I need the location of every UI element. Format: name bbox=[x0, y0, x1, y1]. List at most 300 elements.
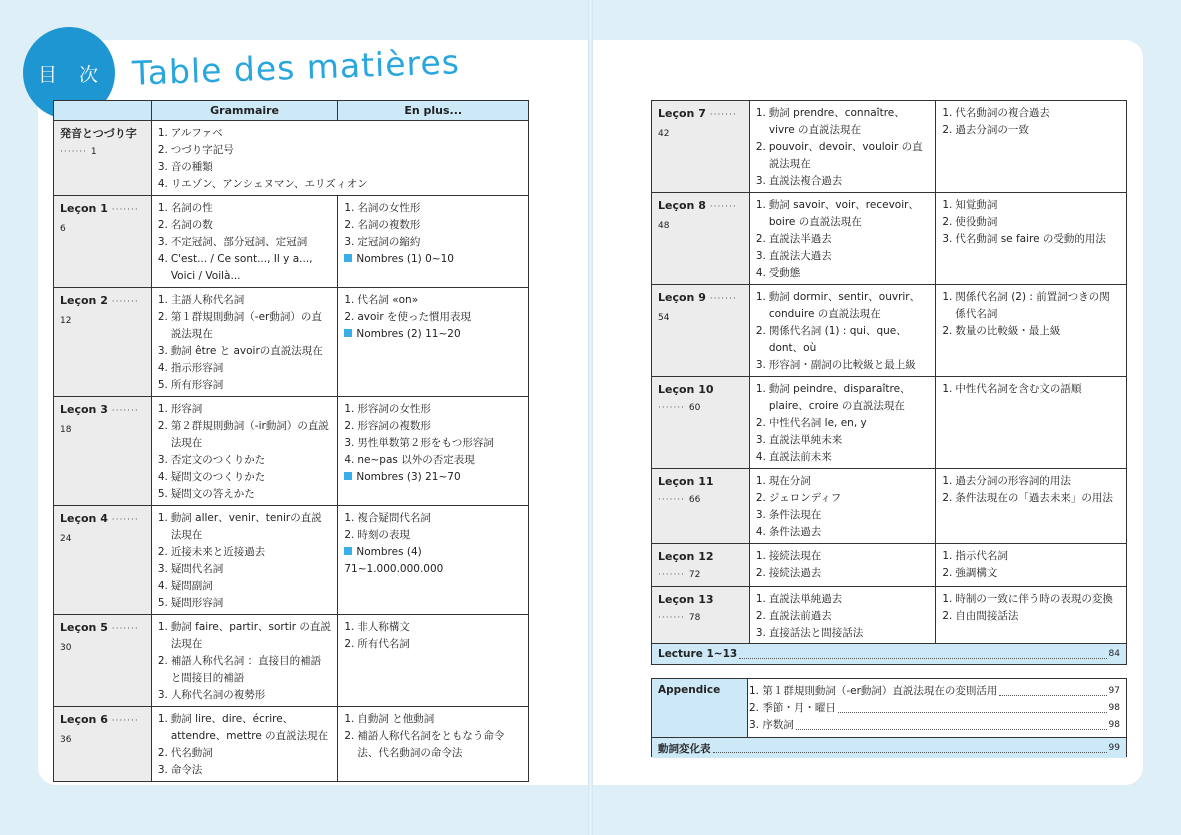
list-item: 2. 条件法現在の「過去未来」の用法 bbox=[942, 490, 1120, 507]
grammar-cell bbox=[151, 707, 338, 782]
item-number: 3. bbox=[755, 509, 766, 521]
lesson-page: 30 bbox=[60, 643, 72, 653]
list-item: 3. 直接話法と間接話法 bbox=[756, 625, 930, 642]
item-number: 1. bbox=[755, 593, 766, 605]
lesson-cell[interactable] bbox=[652, 101, 750, 193]
grammar-list bbox=[158, 711, 332, 779]
grammar-cell bbox=[151, 397, 338, 506]
grammar-list bbox=[158, 292, 332, 394]
item-number: 2. bbox=[157, 747, 168, 759]
lesson-row bbox=[652, 587, 1127, 645]
lesson-page: 42 bbox=[658, 129, 670, 139]
list-item: 1. 動詞 aller、venir、tenirの直説法現在 bbox=[157, 512, 322, 541]
list-item: Nombres (3) 21~70 bbox=[344, 469, 522, 486]
lesson-name: Leçon 4 bbox=[60, 512, 108, 525]
verb-table-label: 動詞変化表 bbox=[658, 742, 711, 755]
dot-leader: ······· bbox=[709, 202, 737, 212]
extra-list bbox=[344, 619, 522, 653]
grammar-list bbox=[158, 200, 332, 285]
lesson-name: Leçon 7 bbox=[658, 107, 706, 120]
item-number: 2. bbox=[157, 420, 168, 432]
item-number: 1. bbox=[157, 127, 168, 139]
list-item: 2. 名詞の複数形 bbox=[344, 217, 522, 234]
lesson-row bbox=[54, 121, 529, 196]
item-number: 4. bbox=[157, 253, 168, 265]
grammar-list bbox=[158, 125, 522, 193]
list-item: 4. 指示形容詞 bbox=[158, 360, 332, 377]
lesson-cell[interactable] bbox=[54, 506, 152, 615]
dot-leader: ······· bbox=[658, 613, 686, 623]
item-number: 1. bbox=[942, 593, 953, 605]
lesson-page: 6 bbox=[60, 224, 66, 234]
lesson-cell[interactable] bbox=[652, 285, 750, 377]
toc-table-right bbox=[651, 100, 1127, 645]
lesson-cell[interactable] bbox=[652, 377, 750, 469]
lesson-page: 36 bbox=[60, 735, 72, 745]
grammar-cell bbox=[151, 196, 338, 288]
lesson-cell[interactable] bbox=[54, 196, 152, 288]
item-number: 2. bbox=[344, 730, 355, 742]
list-item: 2. 補語人称代名詞をともなう命令法、代名動詞の命令法 bbox=[344, 730, 505, 759]
lesson-row bbox=[652, 544, 1127, 587]
item-number: 1. bbox=[755, 475, 766, 487]
appendice-item[interactable] bbox=[749, 683, 1120, 700]
list-item: 3. 男性単数第２形をもつ形容詞 bbox=[344, 435, 522, 452]
extra-list bbox=[344, 292, 522, 343]
dot-leader bbox=[739, 650, 1106, 659]
list-item: 4. 直説法前未来 bbox=[756, 449, 930, 466]
item-number: 4. bbox=[755, 526, 766, 538]
list-item: 1. 動詞 peindre、disparaître、plaire、croire の直説法現在 bbox=[755, 383, 911, 412]
grammar-cell bbox=[749, 469, 936, 544]
list-item: 2. 強調構文 bbox=[942, 565, 1120, 582]
appendice-item[interactable] bbox=[749, 700, 1120, 717]
item-number: 2. bbox=[755, 417, 766, 429]
list-item: 2. avoir を使った慣用表現 bbox=[344, 309, 522, 326]
extra-cell bbox=[936, 101, 1127, 193]
list-item: 5. 所有形容詞 bbox=[158, 377, 332, 394]
grammar-cell bbox=[749, 193, 936, 285]
item-number: 1. bbox=[942, 383, 953, 395]
item-number: 2. bbox=[344, 420, 355, 432]
grammar-list bbox=[756, 591, 930, 642]
item-number: 4. bbox=[157, 580, 168, 592]
list-item: 1. 過去分詞の形容詞的用法 bbox=[942, 473, 1120, 490]
lesson-name: Leçon 3 bbox=[60, 403, 108, 416]
lesson-row bbox=[652, 377, 1127, 469]
lesson-row bbox=[54, 288, 529, 397]
lesson-name: Leçon 8 bbox=[658, 199, 706, 212]
item-number: 1. bbox=[344, 403, 355, 415]
item-number: 3. bbox=[942, 233, 953, 245]
item-number: 2. bbox=[755, 492, 766, 504]
extra-list bbox=[942, 197, 1120, 248]
appendice-label: Appendice bbox=[652, 679, 748, 737]
grammar-cell bbox=[749, 377, 936, 469]
lesson-page: 48 bbox=[658, 221, 670, 231]
list-item: 2. 代名動詞 bbox=[158, 745, 332, 762]
grammar-cell bbox=[749, 544, 936, 587]
lesson-name: Leçon 12 bbox=[658, 550, 714, 563]
item-number: 1. bbox=[755, 107, 766, 119]
dot-leader: ······· bbox=[111, 624, 139, 634]
corner-header-cell bbox=[54, 101, 152, 121]
extra-list bbox=[344, 200, 522, 268]
list-item: 2. 自由間接話法 bbox=[942, 608, 1120, 625]
item-number: 1. bbox=[157, 512, 168, 524]
toc-left-body bbox=[54, 121, 529, 782]
list-item: 5. 疑問文の答えかた bbox=[158, 486, 332, 503]
item-number: 3. bbox=[157, 689, 168, 701]
item-number: 4. bbox=[157, 471, 168, 483]
extra-column-header: En plus... bbox=[338, 101, 529, 121]
appendice-item-text: 3. 序数詞 bbox=[749, 719, 794, 731]
list-item: 1. 名詞の女性形 bbox=[344, 200, 522, 217]
list-item: 2. 中性代名詞 le, en, y bbox=[756, 415, 930, 432]
list-item: 1. 代名詞 «on» bbox=[344, 292, 522, 309]
list-item: 1. 動詞 savoir、voir、recevoir、boire の直説法現在 bbox=[755, 199, 919, 228]
lesson-cell[interactable] bbox=[652, 469, 750, 544]
lesson-cell[interactable] bbox=[652, 587, 750, 645]
extra-cell bbox=[338, 615, 529, 707]
lesson-name: 発音とつづり字 bbox=[60, 127, 137, 140]
lesson-cell[interactable] bbox=[652, 193, 750, 285]
item-number: 2. bbox=[942, 492, 953, 504]
lesson-page: 60 bbox=[688, 403, 701, 413]
extra-cell bbox=[338, 397, 529, 506]
grammar-cell bbox=[151, 506, 338, 615]
grammar-list bbox=[158, 619, 332, 704]
item-number: 2. bbox=[942, 124, 953, 136]
lesson-row bbox=[54, 615, 529, 707]
list-item: 1. 時制の一致に伴う時の表現の変換 bbox=[942, 591, 1120, 608]
appendice-item-text: 2. 季節・月・曜日 bbox=[749, 702, 836, 714]
toc-badge: 目 次 bbox=[23, 27, 115, 119]
item-number: 4. bbox=[755, 267, 766, 279]
list-item: 1. 接続法現在 bbox=[756, 548, 930, 565]
appendice-item-text: 1. 第１群規則動詞（-er動詞）直説法現在の変則活用 bbox=[749, 685, 998, 697]
item-number: 3. bbox=[755, 250, 766, 262]
grammar-cell bbox=[749, 587, 936, 645]
item-number: 3. bbox=[755, 175, 766, 187]
extra-cell bbox=[338, 506, 529, 615]
list-item: 2. 直説法前過去 bbox=[756, 608, 930, 625]
lesson-cell[interactable] bbox=[54, 121, 152, 196]
list-item: 2. つづり字記号 bbox=[158, 142, 522, 159]
grammar-cell bbox=[151, 121, 528, 196]
dot-leader bbox=[838, 704, 1107, 713]
dot-leader: ······· bbox=[111, 406, 139, 416]
list-item: 3. 形容詞・副詞の比較級と最上級 bbox=[756, 357, 930, 374]
item-number: 3. bbox=[157, 563, 168, 575]
grammar-cell bbox=[151, 615, 338, 707]
item-number: 1. bbox=[157, 621, 168, 633]
list-item: 2. 第２群規則動詞（-ir動詞）の直説法現在 bbox=[157, 420, 329, 449]
lesson-row bbox=[54, 506, 529, 615]
lesson-name: Leçon 1 bbox=[60, 202, 108, 215]
extra-cell bbox=[936, 544, 1127, 587]
lesson-row bbox=[652, 285, 1127, 377]
appendice-box bbox=[651, 678, 1127, 757]
dot-leader: ······· bbox=[111, 716, 139, 726]
list-item: 2. 第１群規則動詞（-er動詞）の直説法現在 bbox=[157, 311, 322, 340]
dot-leader bbox=[713, 744, 1107, 753]
extra-list bbox=[942, 105, 1120, 139]
item-number: 1. bbox=[942, 107, 953, 119]
list-item: 1. 動詞 lire、dire、écrire、attendre、mettre の直説法現在 bbox=[157, 713, 329, 742]
list-item: 4. ne~pas 以外の否定表現 bbox=[344, 452, 522, 469]
grammar-list bbox=[756, 197, 930, 282]
list-item: 1. アルファベ bbox=[158, 125, 522, 142]
grammar-list bbox=[756, 289, 930, 374]
extra-list bbox=[942, 548, 1120, 582]
item-number: 3. bbox=[157, 454, 168, 466]
item-number: 2. bbox=[755, 567, 766, 579]
item-number: 1. bbox=[755, 550, 766, 562]
item-number: 3. bbox=[755, 359, 766, 371]
list-item: 2. 形容詞の複数形 bbox=[344, 418, 522, 435]
square-bullet-icon bbox=[344, 254, 352, 262]
extra-list bbox=[942, 473, 1120, 507]
lesson-row bbox=[54, 196, 529, 288]
dot-leader: ······· bbox=[658, 495, 686, 505]
item-number: 1. bbox=[157, 713, 168, 725]
item-number: 1. bbox=[942, 475, 953, 487]
verb-table-row[interactable] bbox=[652, 737, 1126, 758]
list-item: 2. 数量の比較級・最上級 bbox=[942, 323, 1120, 340]
list-item: 3. 直説法複合過去 bbox=[756, 173, 930, 190]
item-number: 2. bbox=[344, 219, 355, 231]
square-bullet-icon bbox=[344, 472, 352, 480]
lecture-page: 84 bbox=[1108, 649, 1120, 659]
grammar-cell bbox=[151, 288, 338, 397]
list-item: 4. 条件法過去 bbox=[756, 524, 930, 541]
extra-cell bbox=[936, 193, 1127, 285]
dot-leader: ······· bbox=[658, 570, 686, 580]
list-item: 2. 関係代名詞 (1) : qui、que、dont、où bbox=[755, 325, 907, 354]
grammar-list bbox=[158, 510, 332, 612]
extra-cell bbox=[338, 196, 529, 288]
list-item: 1. 自動詞 と他動詞 bbox=[344, 711, 522, 728]
lesson-page: 72 bbox=[688, 570, 701, 580]
list-item: 2. 所有代名詞 bbox=[344, 636, 522, 653]
list-item: 1. 動詞 dormir、sentir、ouvrir、conduire の直説法現在 bbox=[755, 291, 921, 320]
extra-list bbox=[942, 381, 1120, 398]
list-item: 1. 複合疑問代名詞 bbox=[344, 510, 522, 527]
item-number: 2. bbox=[942, 610, 953, 622]
item-number: 2. bbox=[755, 141, 766, 153]
dot-leader: ······· bbox=[658, 403, 686, 413]
dot-leader bbox=[999, 687, 1106, 696]
item-number: 2. bbox=[344, 529, 355, 541]
lesson-name: Leçon 5 bbox=[60, 621, 108, 634]
toc-table-left bbox=[53, 100, 529, 782]
extra-list bbox=[344, 711, 522, 762]
item-number: 2. bbox=[942, 567, 953, 579]
lesson-page: 1 bbox=[90, 147, 97, 157]
lesson-cell[interactable] bbox=[54, 615, 152, 707]
list-item: 2. pouvoir、devoir、vouloir の直説法現在 bbox=[755, 141, 923, 170]
item-number: 1. bbox=[157, 403, 168, 415]
item-number: 2. bbox=[157, 655, 168, 667]
dot-leader: ······· bbox=[111, 515, 139, 525]
extra-cell bbox=[936, 377, 1127, 469]
dot-leader: ······· bbox=[709, 294, 737, 304]
item-number: 4. bbox=[755, 451, 766, 463]
item-number: 1. bbox=[157, 294, 168, 306]
item-number: 1. bbox=[755, 199, 766, 211]
item-number: 2. bbox=[755, 325, 766, 337]
item-number: 2. bbox=[157, 219, 168, 231]
lesson-row bbox=[54, 397, 529, 506]
list-item: Nombres (2) 11~20 bbox=[344, 326, 522, 343]
item-number: 3. bbox=[344, 437, 355, 449]
page-title: Table des matières bbox=[131, 42, 461, 93]
lesson-page: 12 bbox=[60, 316, 72, 326]
item-number: 3. bbox=[344, 236, 355, 248]
list-item: 2. 名詞の数 bbox=[158, 217, 332, 234]
lesson-cell[interactable] bbox=[54, 288, 152, 397]
list-item: 1. 形容詞の女性形 bbox=[344, 401, 522, 418]
dot-leader bbox=[796, 721, 1107, 730]
lesson-row bbox=[652, 469, 1127, 544]
list-item: 2. 使役動詞 bbox=[942, 214, 1120, 231]
grammar-cell bbox=[749, 101, 936, 193]
grammar-list bbox=[756, 473, 930, 541]
grammar-column-header: Grammaire bbox=[151, 101, 338, 121]
item-number: 2. bbox=[755, 233, 766, 245]
extra-cell bbox=[936, 285, 1127, 377]
verb-table-page: 99 bbox=[1108, 743, 1120, 753]
list-item: 1. 関係代名詞 (2) : 前置詞つきの関係代名詞 bbox=[942, 291, 1110, 320]
list-item: 3. 定冠詞の縮約 bbox=[344, 234, 522, 251]
list-item: 3. 人称代名詞の複勢形 bbox=[158, 687, 332, 704]
toc-right-body bbox=[652, 101, 1127, 645]
item-number: 1. bbox=[942, 291, 953, 303]
item-number: 1. bbox=[344, 294, 355, 306]
item-number: 5. bbox=[157, 597, 168, 609]
item-number: 1. bbox=[942, 199, 953, 211]
list-item: 1. 知覚動詞 bbox=[942, 197, 1120, 214]
lesson-cell[interactable] bbox=[652, 544, 750, 587]
list-item: 1. 非人称構文 bbox=[344, 619, 522, 636]
list-item: 5. 疑問形容詞 bbox=[158, 595, 332, 612]
extra-list bbox=[942, 591, 1120, 625]
appendice-item[interactable] bbox=[749, 717, 1120, 734]
item-number: 3. bbox=[157, 236, 168, 248]
grammar-list bbox=[756, 548, 930, 582]
list-item: 4. C'est... / Ce sont..., Il y a..., Voici / Voilà... bbox=[157, 253, 313, 282]
item-number: 1. bbox=[755, 383, 766, 395]
list-item: 1. 名詞の性 bbox=[158, 200, 332, 217]
lesson-cell[interactable] bbox=[54, 707, 152, 782]
lesson-page: 78 bbox=[688, 613, 701, 623]
list-item: 2. 近接未来と近接過去 bbox=[158, 544, 332, 561]
lesson-page: 66 bbox=[688, 495, 701, 505]
list-item: 3. 直説法大過去 bbox=[756, 248, 930, 265]
extra-cell bbox=[338, 288, 529, 397]
item-number: 5. bbox=[157, 488, 168, 500]
lesson-page: 18 bbox=[60, 425, 72, 435]
list-item: 2. 直説法半過去 bbox=[756, 231, 930, 248]
list-item: 2. 過去分詞の一致 bbox=[942, 122, 1120, 139]
list-item: 1. 動詞 faire、partir、sortir の直説法現在 bbox=[157, 621, 331, 650]
list-item: 3. 直説法単純未来 bbox=[756, 432, 930, 449]
list-item: 2. 接続法過去 bbox=[756, 565, 930, 582]
item-number: 2. bbox=[344, 311, 355, 323]
grammar-list bbox=[756, 105, 930, 190]
list-item: 1. 中性代名詞を含む文の語順 bbox=[942, 381, 1120, 398]
item-number: 2. bbox=[942, 325, 953, 337]
item-number: 2. bbox=[942, 216, 953, 228]
item-number: 1. bbox=[344, 512, 355, 524]
appendice-item-page: 98 bbox=[1108, 720, 1120, 730]
lecture-label: Lecture 1~13 bbox=[658, 648, 738, 660]
list-item: 2. ジェロンディフ bbox=[756, 490, 930, 507]
dot-leader: ······· bbox=[111, 205, 139, 215]
lesson-name: Leçon 9 bbox=[658, 291, 706, 304]
dot-leader: ······· bbox=[60, 147, 88, 157]
appendice-list bbox=[749, 683, 1120, 734]
item-number: 3. bbox=[157, 764, 168, 776]
list-item: 3. 代名動詞 se faire の受動的用法 bbox=[942, 231, 1120, 248]
lecture-row[interactable] bbox=[651, 643, 1127, 665]
list-item: 2. 補語人称代名詞 ：直接目的補語と間接目的補語 bbox=[157, 655, 322, 684]
lesson-row bbox=[652, 193, 1127, 285]
item-number: 1. bbox=[755, 291, 766, 303]
list-item: Nombres (4) 71~1.000.000.000 bbox=[344, 546, 444, 575]
extra-list bbox=[344, 510, 522, 578]
list-item: 4. リエゾン、アンシェヌマン、エリズィオン bbox=[158, 176, 522, 193]
item-number: 1. bbox=[344, 713, 355, 725]
extra-cell bbox=[936, 469, 1127, 544]
item-number: 2. bbox=[344, 638, 355, 650]
extra-list bbox=[942, 289, 1120, 340]
extra-cell bbox=[338, 707, 529, 782]
lesson-name: Leçon 6 bbox=[60, 713, 108, 726]
list-item: 1. 主語人称代名詞 bbox=[158, 292, 332, 309]
square-bullet-icon bbox=[344, 547, 352, 555]
item-number: 5. bbox=[157, 379, 168, 391]
lesson-name: Leçon 11 bbox=[658, 475, 714, 488]
item-number: 2. bbox=[157, 144, 168, 156]
lesson-name: Leçon 10 bbox=[658, 383, 714, 396]
lesson-page: 24 bbox=[60, 534, 72, 544]
dot-leader: ······· bbox=[111, 297, 139, 307]
list-item: 1. 代名動詞の複合過去 bbox=[942, 105, 1120, 122]
list-item: 3. 動詞 être と avoirの直説法現在 bbox=[158, 343, 332, 360]
list-item: 1. 現在分詞 bbox=[756, 473, 930, 490]
grammar-cell bbox=[749, 285, 936, 377]
item-number: 2. bbox=[755, 610, 766, 622]
item-number: 2. bbox=[157, 546, 168, 558]
grammar-list bbox=[756, 381, 930, 466]
grammar-list bbox=[158, 401, 332, 503]
item-number: 4. bbox=[344, 454, 355, 466]
item-number: 4. bbox=[157, 362, 168, 374]
extra-list bbox=[344, 401, 522, 486]
lesson-cell[interactable] bbox=[54, 397, 152, 506]
appendice-item-page: 97 bbox=[1108, 686, 1120, 696]
list-item: 3. 音の種類 bbox=[158, 159, 522, 176]
list-item: 4. 疑問副詞 bbox=[158, 578, 332, 595]
list-item: 3. 条件法現在 bbox=[756, 507, 930, 524]
list-item: 3. 疑問代名詞 bbox=[158, 561, 332, 578]
item-number: 2. bbox=[157, 311, 168, 323]
item-number: 1. bbox=[942, 550, 953, 562]
list-item: 4. 疑問文のつくりかた bbox=[158, 469, 332, 486]
list-item: 3. 命令法 bbox=[158, 762, 332, 779]
